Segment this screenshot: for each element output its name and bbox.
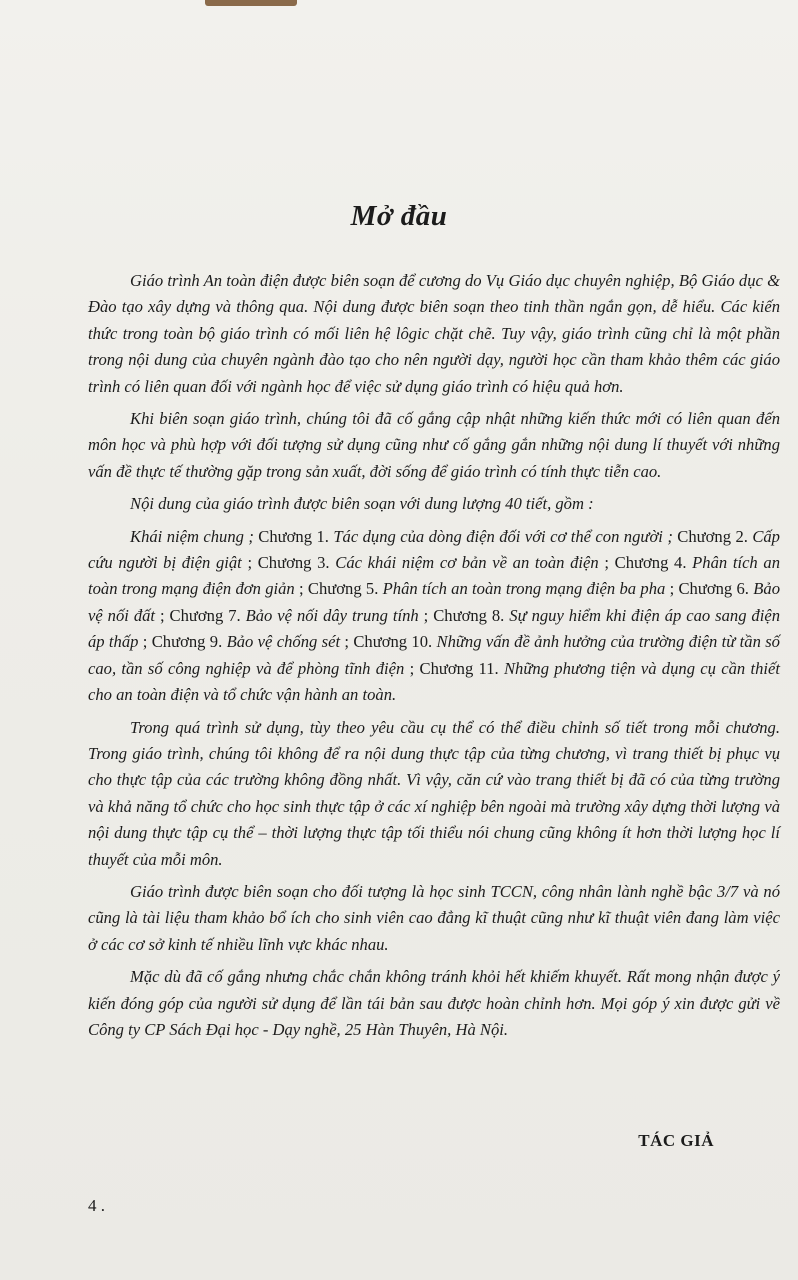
- chapter-title: Các khái niệm cơ bản về an toàn điện: [335, 553, 599, 573]
- chapter-label: ; Chương 8.: [418, 605, 510, 625]
- chapter-title: Tác dụng của dòng điện đối với cơ thể con người ;: [333, 526, 678, 546]
- chapter-label: ; Chương 6.: [665, 579, 754, 599]
- chapter-title: Bảo vệ chống sét: [226, 632, 341, 652]
- chapter-label: ; Chương 10.: [340, 632, 437, 652]
- chapter-label: Chương 1.: [258, 526, 334, 546]
- chapter-label: ; Chương 7.: [155, 605, 246, 625]
- chapter-label: ; Chương 11.: [404, 658, 504, 678]
- paragraph-content-scope: Nội dung của giáo trình được biên soạn với dung lượng 40 tiết, gồm :: [130, 494, 594, 514]
- chapter-title: Phân tích an toàn trong mạng điện ba pha: [382, 579, 666, 599]
- author-signature: TÁC GIẢ: [638, 1131, 714, 1150]
- chapter-label: ; Chương 4.: [598, 553, 693, 573]
- paragraph-audience: Giáo trình được biên soạn cho đối tượng là học sinh TCCN, công nhân lành nghề bậc 3/7 và nó cũng là tài liệu tham khảo bổ ích cho sinh viên cao đẳng kĩ thuật cũng như kĩ thuật viên đang làm việc ở các cơ sở kinh tế nhiều lĩnh vực khác nhau.: [88, 881, 780, 954]
- paragraph-intro: Giáo trình An toàn điện được biên soạn để cương do Vụ Giáo dục chuyên nghiệp, Bộ Giáo dục & Đào tạo xây dựng và thông qua. Nội dung được biên soạn theo tinh thần ngắn gọn, dễ hiểu. Các kiến thức trong toàn bộ giáo trình có mối liên hệ lôgic chặt chẽ. Tuy vậy, giáo trình cũng chỉ là một phần trong nội dung của chuyên ngành đào tạo cho nên người dạy, người học cần tham khảo thêm các giáo trình có liên quan đối với ngành học để việc sử dụng giáo trình có hiệu quả hơn.: [88, 271, 780, 396]
- chapter-title: Phân tích an toàn trong mạng điện đơn giản: [88, 553, 780, 599]
- paragraph-update: Khi biên soạn giáo trình, chúng tôi đã cố gắng cập nhật những kiến thức mới có liên quan đến môn học và phù hợp với đối tượng sử dụng cũng như cố gắng gắn những nội dung lí thuyết với những vấn đề thực tế thường gặp trong sản xuất, đời sống để giáo trình có tính thực tiễn cao.: [88, 409, 780, 481]
- page-edge-tab: [205, 0, 297, 6]
- chapter-title: Bảo vệ nối đất: [88, 579, 780, 625]
- chapter-title: Cấp cứu người bị điện giật: [88, 526, 780, 573]
- page-number: 4 .: [88, 1196, 105, 1215]
- chapter-title: Sự nguy hiểm khi điện áp cao sang điện áp thấp: [88, 605, 780, 652]
- chapter-title: Những phương tiện và dụng cụ cần thiết cho an toàn điện và tổ chức vận hành an toàn.: [88, 658, 780, 705]
- chapter-label: ; Chương 3.: [241, 553, 336, 573]
- paragraph-usage: Trong quá trình sử dụng, tùy theo yêu cầu cụ thể có thể điều chỉnh số tiết trong mỗi chương. Trong giáo trình, chúng tôi không để ra nội dung thực tập của từng chương, vì trang thiết bị phục vụ cho thực tập của các trường không đồng nhất. Vì vậy, căn cứ vào trang thiết bị đã có của từng trường và khả năng tổ chức cho học sinh thực tập ở các xí nghiệp bên ngoài mà trường xây dựng thời lượng và nội dung thực tập cụ thể – thời lượng thực tập tối thiểu nói chung cũng không ít hơn thời lượng học lí thuyết của mỗi môn.: [88, 717, 780, 869]
- chapter-label: Chương 2.: [677, 526, 753, 546]
- chapter-title: Bảo vệ nối dây trung tính: [245, 605, 419, 625]
- page-title: Mở đầu: [350, 200, 448, 232]
- chapter-label: ; Chương 5.: [294, 579, 383, 599]
- body-text: [88, 268, 780, 1049]
- chapter-label: ; Chương 9.: [138, 632, 227, 652]
- paragraph-chapter-list: [88, 524, 780, 709]
- chapter-title: Những vấn đề ảnh hưởng của trường điện từ tần số cao, tần số công nghiệp và để phòng tĩnh điện: [88, 632, 780, 678]
- paragraph-feedback: Mặc dù đã cố gắng nhưng chắc chắn không tránh khỏi hết khiếm khuyết. Rất mong nhận được ý kiến đóng góp của người sử dụng để lần tái bản sau được hoàn chỉnh hơn. Mọi góp ý xin được gửi về Công ty CP Sách Đại học - Dạy nghề, 25 Hàn Thuyên, Hà Nội.: [88, 967, 780, 1039]
- chapter-title: Khái niệm chung ;: [130, 526, 259, 546]
